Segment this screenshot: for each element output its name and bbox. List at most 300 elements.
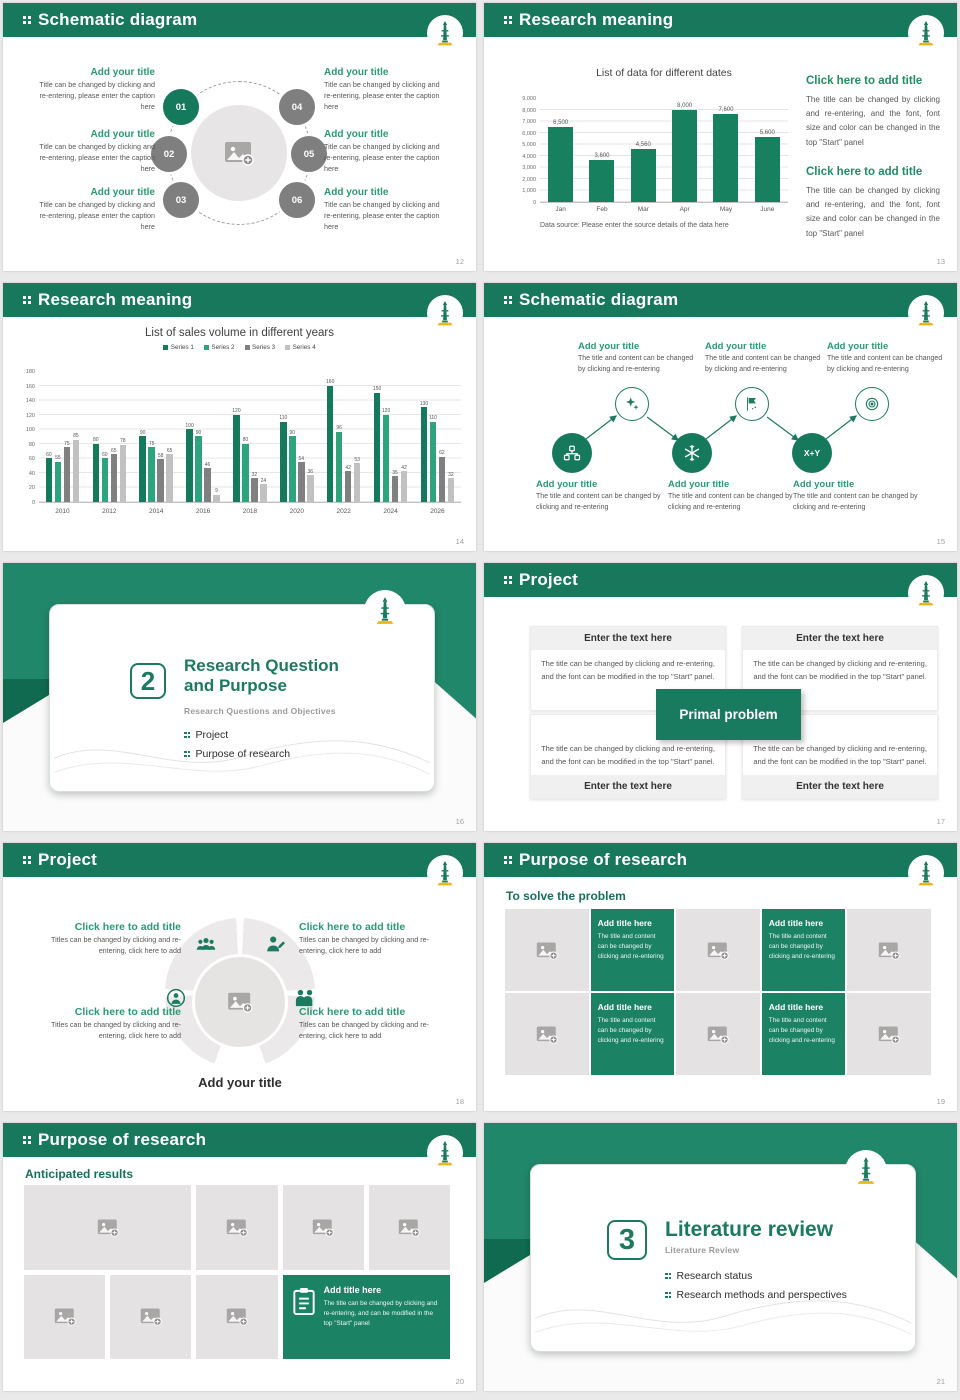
bar [354,463,361,501]
item-caption: The title and content can be changed by clicking and re-entering [793,493,918,511]
legend-item [245,344,276,351]
x-axis-labels [540,206,788,213]
slide-13-research-meaning[interactable] [484,3,957,271]
y-tick-label: 140 [25,398,35,404]
bar [755,137,780,201]
side-text-block [806,75,940,150]
item-text-block [578,341,696,375]
item-caption: Title can be changed by clicking and re-entering, please enter the caption here [39,142,155,173]
item-text-block [29,921,181,957]
x-tick-label: 2026 [430,508,445,515]
y-axis-labels [13,369,35,506]
bar-wrapper [373,372,381,502]
divider-dark-accent [3,679,55,723]
page-number: 17 [936,817,945,826]
y-tick-label: 40 [28,470,35,477]
box-header: Enter the text here [531,627,725,650]
bullet-label: Purpose of research [195,748,291,760]
center-image-placeholder[interactable] [191,105,287,201]
box-header: Enter the text here [743,627,937,650]
bar [242,444,249,502]
bar [64,447,71,501]
bar [589,160,614,201]
flow-step-circle[interactable] [792,433,832,473]
university-logo [364,590,406,632]
tile-title: Add title here [597,918,652,928]
y-tick-label: 2,000 [522,176,536,183]
bar-wrapper [429,372,437,502]
bar-wrapper [204,372,212,502]
divider-dark-accent [484,1239,536,1283]
university-logo [427,1135,463,1171]
text-tile[interactable] [762,909,846,991]
network-icon [563,444,581,462]
clipboard-icon [292,1287,316,1316]
university-logo [845,1150,887,1192]
flow-step-circle[interactable] [672,433,712,473]
flag-icon [744,396,760,412]
side-heading[interactable]: Click here to add title [806,75,923,87]
image-placeholder-tile[interactable] [847,993,931,1075]
tower-logo-icon [915,580,937,607]
page-number: 16 [455,817,464,826]
legend-swatch [285,345,290,350]
side-heading[interactable]: Click here to add title [806,165,923,178]
bar-value-label: 80 [93,437,99,443]
image-placeholder-tile[interactable] [505,993,589,1075]
item-title: Add your title [90,129,155,140]
bar [439,457,446,502]
slide-12-schematic-diagram[interactable] [3,3,476,271]
item-title[interactable]: Click here to add title [299,1006,406,1018]
bar-wrapper [241,372,249,502]
x-tick-label: 2024 [383,508,398,515]
bar [631,149,656,201]
item-text-block [705,341,823,375]
bar-value-label: 5,600 [759,130,775,137]
bar [307,475,314,501]
bar-value-label: 60 [102,451,108,458]
bar [448,478,455,501]
y-tick-label: 9,000 [522,96,536,102]
bullet-label: Research status [676,1270,753,1282]
bar-value-label: 7,600 [718,107,734,114]
bar-value-label: 90 [195,429,202,436]
section-subtitle: Research Questions and Objectives [184,706,336,716]
bar-value-label: 8,000 [677,102,693,109]
slide-21-section-divider[interactable] [484,1123,957,1391]
bar-wrapper [279,372,287,502]
section-title-line1: Research Question [184,656,339,675]
bar [139,436,146,501]
item-caption: The title and content can be changed by clicking and re-entering [705,355,821,373]
bar-wrapper [447,372,455,502]
bar-group [631,99,656,202]
header-marker-icon [23,856,31,864]
box-body: The title can be changed by clicking and re-entering, and the font can be modified in the top "Start" panel. [541,659,715,682]
bar [548,127,573,202]
bar-value-label: 65 [111,447,117,454]
bullet-item[interactable] [665,1289,847,1301]
y-tick-label: 180 [25,369,35,375]
bar-value-label: 150 [372,386,382,393]
bar-value-label: 42 [345,464,351,471]
header-marker-icon [23,16,31,24]
flow-step-circle[interactable] [615,387,649,421]
item-caption: Title can be changed by clicking and re-entering, please enter the caption here [39,80,155,111]
item-text-block [536,479,661,513]
divider-card [49,604,435,792]
bar-value-label: 62 [439,450,445,457]
chart-legend [13,344,466,351]
y-tick-label: 6,000 [522,130,536,137]
image-placeholder-tile[interactable] [369,1185,450,1270]
center-image-placeholder[interactable] [192,954,288,1050]
tile-caption: The title and content can be changed by clicking and re-entering [768,1017,835,1044]
legend-swatch [204,345,209,350]
image-placeholder-tile[interactable] [196,1275,277,1360]
item-title: Add your title [324,129,389,140]
bar [157,459,164,501]
bar-wrapper [326,372,334,502]
bullet-item[interactable] [184,748,290,760]
item-text-block [827,341,945,375]
y-tick-label: 5,000 [522,142,536,148]
bar [93,444,100,502]
image-placeholder-icon [878,941,900,960]
bar [102,458,109,502]
bar-wrapper [166,372,174,502]
slide-17-project[interactable] [484,563,957,831]
bar [345,471,352,501]
legend-label: Series 1 [170,344,194,351]
item-title[interactable]: Click here to add title [74,1006,181,1018]
bar-value-label: 100 [185,422,194,429]
bar [401,471,408,501]
primal-problem-label[interactable]: Primal problem [656,689,801,740]
university-logo [908,575,944,611]
section-bullet-list [184,729,290,767]
step-circle-03[interactable]: 03 [160,179,202,221]
bar-group [373,372,408,502]
x-tick-label: May [719,206,733,213]
bar-value-label: 90 [289,429,296,436]
bullet-marker-icon [665,1273,671,1279]
text-tile[interactable] [762,993,846,1075]
person-circle-icon [164,988,188,1008]
bar-value-label: 3,600 [594,153,610,160]
bar-value-label: 46 [204,461,211,468]
slide-15-schematic-diagram[interactable] [484,283,957,551]
bar-value-label: 4,560 [635,142,651,149]
person-writing-icon [263,935,287,955]
item-title: Add your title [90,67,155,78]
image-placeholder-tile[interactable] [196,1185,277,1270]
item-title: Add your title [536,479,598,490]
bar-value-label: 96 [336,425,342,432]
bullet-item[interactable] [184,729,290,741]
section-bullet-list [665,1270,847,1308]
target-icon [864,396,880,412]
bar-wrapper [139,372,147,502]
bar-value-label: 58 [157,452,164,459]
y-tick-label: 3,000 [522,165,536,171]
tower-logo-icon [434,20,456,47]
page-number: 20 [455,1377,464,1386]
flow-step-circle[interactable] [552,433,592,473]
x-tick-label: 2022 [336,508,351,515]
image-placeholder-icon [398,1218,420,1237]
bar-group [92,372,127,502]
page-number: 12 [455,257,464,266]
section-title [184,656,339,696]
image-placeholder-tile[interactable] [24,1275,105,1360]
bar-value-label: 35 [392,469,398,476]
image-placeholder-tile[interactable] [676,993,760,1075]
y-tick-label: 4,000 [522,153,536,160]
bullet-label: Project [195,729,229,741]
image-placeholder-icon [97,1218,119,1237]
snowflake-icon [683,444,701,462]
slide-14-research-meaning[interactable] [3,283,476,551]
bar [166,454,173,501]
section-number: 2 [130,663,166,699]
text-tile[interactable] [591,909,675,991]
tile-caption: The title and content can be changed by clicking and re-entering [597,1017,664,1044]
image-placeholder-tile[interactable] [505,909,589,991]
slide-header-bar [3,1123,476,1157]
slide-header-bar [3,3,476,37]
bar-value-label: 160 [326,379,335,385]
bar [392,476,399,501]
tower-logo-icon [434,1140,456,1167]
university-logo [908,15,944,51]
item-caption: Title can be changed by clicking and re-entering, please enter the caption here [39,200,155,231]
header-marker-icon [504,576,512,584]
slide-header-bar [3,843,476,877]
bar-group [713,99,738,202]
step-circle-05[interactable]: 05 [288,133,330,175]
university-logo [427,855,463,891]
tower-logo-icon [915,860,937,887]
bar-wrapper [438,372,446,502]
y-tick-label: 80 [28,441,35,448]
image-placeholder-tile[interactable] [283,1185,364,1270]
bar-value-label: 75 [64,440,70,447]
section-title: Literature review [665,1218,834,1241]
page-number: 15 [936,537,945,546]
x-tick-label: June [760,206,775,213]
bar-wrapper [195,372,203,502]
step-circle-04[interactable]: 04 [276,86,318,128]
flow-step-circle[interactable] [735,387,769,421]
step-circle-01[interactable]: 01 [160,86,202,128]
slide-16-section-divider[interactable] [3,563,476,831]
item-title[interactable]: Click here to add title [74,921,181,933]
item-caption: The title and content can be changed by clicking and re-entering [827,355,943,373]
bar [213,495,220,502]
item-caption: The title and content can be changed by clicking and re-entering [668,493,793,511]
bar-wrapper [186,372,194,502]
bullet-marker-icon [184,751,190,757]
bar-wrapper [101,372,109,502]
item-text-block [324,187,444,232]
bar [251,478,258,501]
image-placeholder-icon [707,1025,729,1044]
bar-wrapper [63,372,71,502]
bar [195,436,202,501]
item-text-block [37,129,155,174]
image-placeholder-tile[interactable] [110,1275,191,1360]
box-header: Enter the text here [531,775,725,798]
item-title: Add your title [668,479,730,490]
bar [186,429,193,502]
page-number: 19 [936,1097,945,1106]
bar-group [672,99,697,202]
university-logo [908,295,944,331]
bar [280,422,287,502]
bar-wrapper [353,372,361,502]
highlight-card[interactable] [283,1275,450,1360]
bullet-item[interactable] [665,1270,847,1282]
bar [327,386,334,502]
item-caption: Titles can be changed by clicking and re-entering, click here to add [299,1020,429,1040]
side-text-column [806,75,940,241]
slide-18-project[interactable] [3,843,476,1111]
tower-logo-icon [434,860,456,887]
bar-group [755,99,780,202]
bar [46,458,53,502]
y-axis-labels [500,96,536,206]
y-tick-label: 7,000 [522,119,536,125]
tower-logo-icon [915,300,937,327]
slide-title: Research meaning [518,10,674,29]
bar-group [279,372,314,502]
bar [374,393,381,502]
bar [672,110,697,202]
bar-wrapper [157,372,165,502]
tower-logo-icon [854,1156,878,1186]
diagram-caption: Add your title [198,1075,282,1090]
bar-wrapper [335,372,343,502]
chart-title: List of sales volume in different years [145,327,334,339]
bar-chart-dates [500,59,800,239]
y-tick-label: 60 [28,456,35,462]
page-number: 13 [936,257,945,266]
slide-title: Project [37,850,98,869]
bar-wrapper [297,372,305,502]
tile-caption: The title and content can be changed by clicking and re-entering [597,933,664,960]
bar-series [540,99,788,202]
bar-value-label: 130 [419,400,429,407]
legend-swatch [245,345,250,350]
item-title: Add your title [324,67,389,78]
legend-label: Series 2 [211,344,235,351]
bar [55,462,62,502]
bar [111,454,118,501]
bar-group [139,372,174,502]
item-text-block [668,479,793,513]
bar-wrapper [391,372,399,502]
page-number: 21 [936,1377,945,1386]
slide-header-bar [484,563,957,597]
item-text-block [29,1006,181,1042]
header-marker-icon [23,296,31,304]
group-reading-icon [293,988,317,1008]
bar-wrapper [213,372,221,502]
bar-value-label: 42 [401,464,407,471]
image-placeholder-tile[interactable] [676,909,760,991]
step-circle-06[interactable]: 06 [276,179,318,221]
bar [383,415,390,502]
text-tile[interactable] [591,993,675,1075]
item-text-block [37,67,155,112]
bar-value-label: 32 [448,471,454,478]
slide-19-purpose-of-research[interactable] [484,843,957,1111]
bar [120,445,127,502]
slide-title: Schematic diagram [37,10,198,29]
tile-title: Add title here [597,1002,652,1012]
slide-title: Research meaning [37,290,193,309]
item-title: Add your title [90,187,155,198]
item-title: Add your title [324,187,389,198]
image-placeholder-icon [226,1218,248,1237]
image-placeholder-icon [226,1307,248,1326]
divider-card [530,1164,916,1352]
x-tick-label: 2014 [148,508,164,515]
image-placeholder-icon [536,941,558,960]
bar-group [589,99,614,202]
bar [421,407,428,501]
header-marker-icon [504,296,512,304]
grouped-bar-chart [13,327,466,527]
bar-value-label: 120 [232,408,241,414]
bar-wrapper [148,372,156,502]
bar [73,440,80,502]
bar [260,484,267,501]
item-text-block [324,67,444,112]
chart-title: List of data for different dates [596,67,732,79]
image-placeholder-tile[interactable] [24,1185,191,1270]
page-number: 14 [455,537,464,546]
bar-value-label: 54 [298,455,305,462]
bar [289,436,296,501]
tile-title: Add title here [323,1284,382,1295]
item-title[interactable]: Click here to add title [299,921,406,933]
bar-group [45,372,80,502]
bar [148,447,155,501]
bar-value-label: 110 [428,415,437,422]
bar [713,114,738,201]
box-body: The title can be changed by clicking and re-entering, and the font can be modified in the top "Start" panel. [541,743,715,766]
bar-value-label: 32 [251,471,258,478]
bar-value-label: 80 [242,437,249,443]
body-subtitle: To solve the problem [506,889,626,903]
image-placeholder-tile[interactable] [847,909,931,991]
y-tick-label: 0 [31,499,35,506]
x-axis-labels [39,508,461,515]
image-placeholder-icon [140,1307,162,1326]
x-tick-label: 2016 [195,508,211,515]
step-circle-02[interactable]: 02 [148,133,190,175]
item-caption: The title and content can be changed by clicking and re-entering [578,355,694,373]
bar-wrapper [344,372,352,502]
flow-step-circle[interactable] [855,387,889,421]
bar-wrapper [72,372,80,502]
slide-20-purpose-of-research[interactable] [3,1123,476,1391]
bar-value-label: 36 [307,468,314,475]
bar-value-label: 120 [381,408,391,414]
